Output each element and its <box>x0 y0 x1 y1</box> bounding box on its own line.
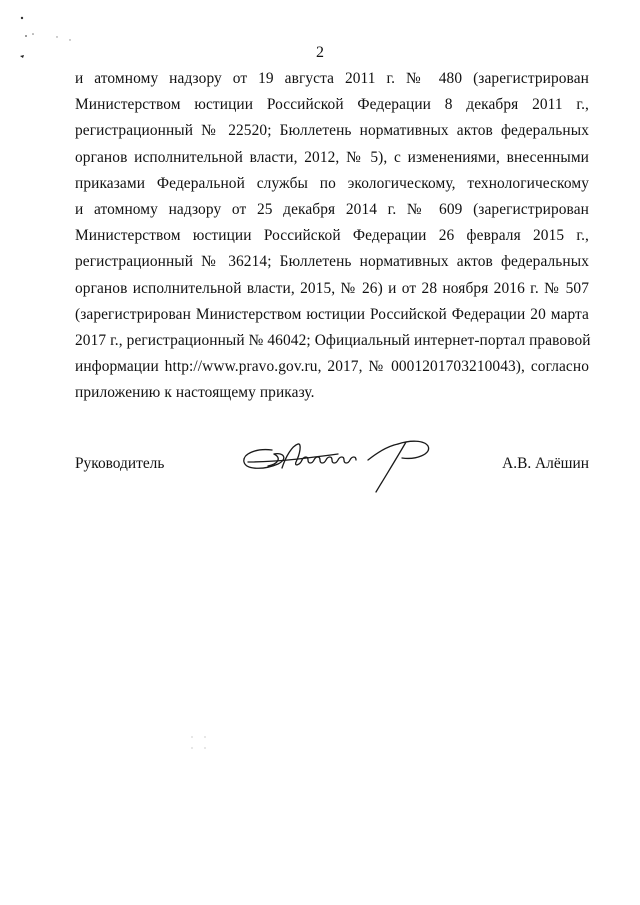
text-line: регистрационный № 36214; Бюллетень нормативных актов федеральных <box>75 253 589 271</box>
handwritten-signature <box>238 432 438 498</box>
text-line: и атомному надзору от 19 августа 2011 г. № 480 (зарегистрирован <box>75 70 589 87</box>
text-line: и атомному надзору от 25 декабря 2014 г. № 609 (зарегистрирован <box>75 201 589 219</box>
text-line: приказами Федеральной службы по экологическому, технологическому <box>75 174 589 192</box>
text-line: информации http://www.pravo.gov.ru, 2017, № 0001201703210043), согласно <box>75 358 589 376</box>
signatory-name: А.В. Алёшин <box>502 455 589 472</box>
text-line: регистрационный № 22520; Бюллетень нормативных актов федеральных <box>75 122 589 140</box>
body-paragraph <box>75 66 589 407</box>
text-line: Министерством юстиции Российской Федерации 26 февраля 2015 г., <box>75 227 589 245</box>
text-line: органов исполнительной власти, 2015, № 26) и от 28 ноября 2016 г. № 507 <box>75 279 589 297</box>
text-line: органов исполнительной власти, 2012, № 5), с изменениями, внесенными <box>75 148 589 166</box>
text-line: приложению к настоящему приказу. <box>75 384 315 402</box>
signatory-title: Руководитель <box>75 455 165 472</box>
text-line: (зарегистрирован Министерством юстиции Российской Федерации 20 марта <box>75 305 589 323</box>
text-line: Министерством юстиции Российской Федерации 8 декабря 2011 г., <box>75 96 589 114</box>
text-line: 2017 г., регистрационный № 46042; Официальный интернет-портал правовой <box>75 332 591 350</box>
page-number: 2 <box>316 44 324 61</box>
